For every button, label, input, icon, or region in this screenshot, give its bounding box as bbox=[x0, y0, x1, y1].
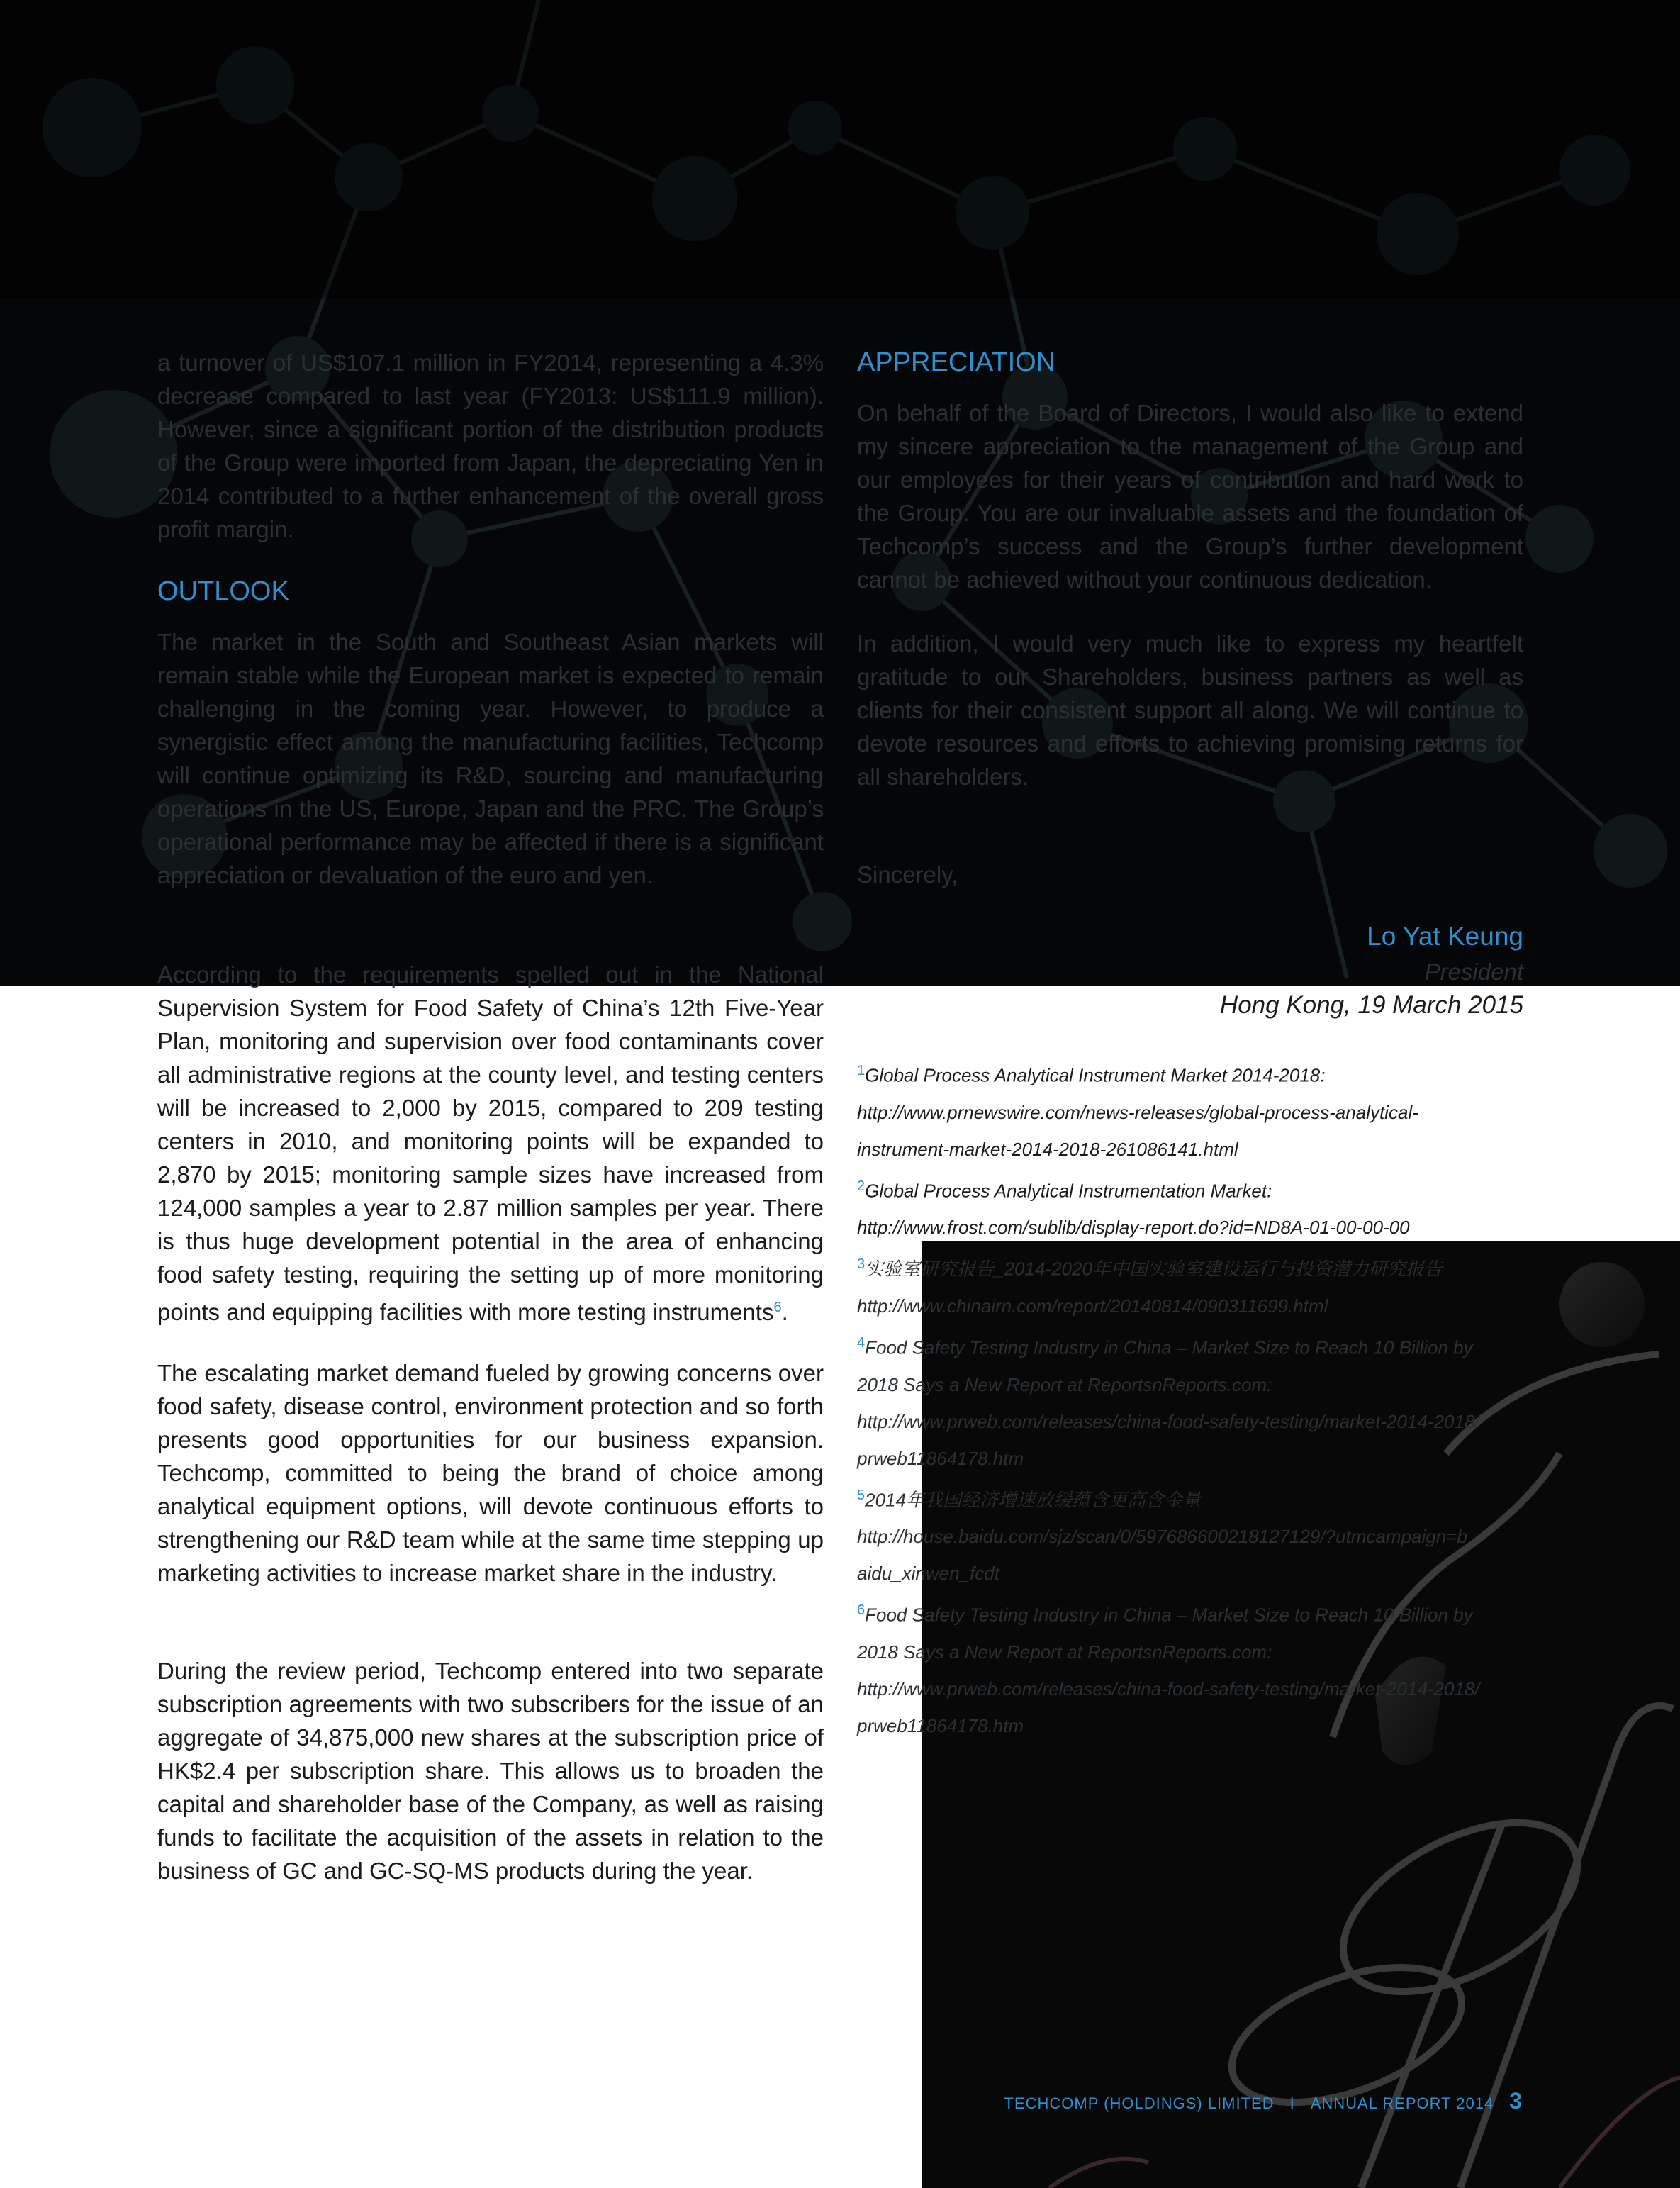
signature-block bbox=[857, 922, 1523, 1028]
footnote-1 bbox=[857, 1052, 1538, 1168]
place-date: Hong Kong, 19 March 2015 bbox=[1219, 991, 1523, 1019]
food-safety-paragraph-text: Supervision System for Food Safety of China’s 12th Five-Year Plan, monitoring and supervision over food contaminants cover all administrative regions at the county level, and testing centers will be increased to 2,000 by 2015, compared to 209 testing centers in 2010, and monitoring points will be expanded to 2,870 by 2015; monitoring sample sizes have increased from 124,000 samples a year to 2.87 million samples per year. There is thus huge development potential in the area of enhancing food safety testing, requiring the setting up of more monitoring points and equipping facilities with more testing instruments bbox=[157, 995, 824, 1325]
footnote-url: http://www.prweb.com/releases/china-food-safety-testing/market-2014-2018/ bbox=[857, 1410, 1480, 1432]
subscription-paragraph: During the review period, Techcomp entered into two separate subscription agreements with two subscribers for the issue of an aggregate of 34,875,000 new shares at the subscription price of HK$2.4 per subscription share. This allows us to broaden the capital and shareholder base of the Company, as well as raising funds to facilitate the acquisition of the assets in relation to the business of GC and GC-SQ-MS products during the year. bbox=[157, 1658, 824, 1884]
footnote-text: Food Safety Testing Industry in China – Market Size to Reach 10 Billion by bbox=[865, 1604, 1473, 1626]
footnote-number: 1 bbox=[857, 1063, 866, 1078]
footnote-ref-6: 6 bbox=[773, 1300, 782, 1315]
outlook-heading: OUTLOOK bbox=[157, 576, 289, 606]
footnote-url: aidu_xinwen_fcdt bbox=[857, 1563, 999, 1585]
food-safety-paragraph-end: . bbox=[781, 1299, 788, 1325]
footnote-url: instrument-market-2014-2018-261086141.html bbox=[857, 1138, 1238, 1160]
footnote-url: http://www.chinairn.com/report/20140814/090311699.html bbox=[857, 1295, 1328, 1317]
footer-separator: I bbox=[1289, 2094, 1295, 2112]
signer-title: President bbox=[1424, 959, 1523, 985]
page-footer bbox=[1004, 2088, 1523, 2114]
gratitude-paragraph: In addition, I would very much like to express my heartfelt gratitude to our Shareholders, business partners as well as clients for their consistent support all along. We will continue to devote resources and efforts to achieving promising returns for all shareholders. bbox=[857, 630, 1523, 790]
turnover-paragraph: a turnover of US$107.1 million in FY2014, representing a 4.3% decrease compared to last year (FY2013: US$111.9 million). However, since a significant portion of the distribution products of the Group were imported from Japan, the depreciating Yen in 2014 contributed to a further enhancement of the overall gross profit margin. bbox=[157, 350, 824, 542]
footnote-number: 4 bbox=[857, 1334, 866, 1351]
footnotes bbox=[857, 1052, 1538, 1744]
outlook-paragraph: The market in the South and Southeast Asian markets will remain stable while the European market is expected to remain challenging in the coming year. However, to produce a synergistic effect among the manufacturing facilities, Techcomp will continue optimizing its R&D, sourcing and manufacturing operations in the US, Europe, Japan and the PRC. The Group’s operational performance may be affected if there is a significant appreciation or devaluation of the euro and yen. bbox=[157, 629, 824, 888]
footnote-3 bbox=[857, 1246, 1538, 1324]
footnote-url: http://house.baidu.com/sjz/scan/0/597686600218127129/?utmcampaign=b bbox=[857, 1526, 1467, 1548]
appreciation-paragraph: On behalf of the Board of Directors, I would also like to extend my sincere appreciation to the management of the Group and our employees for their years of contribution and hard work to the Group. You are our invaluable assets and the foundation of Techcomp’s success and the Group’s further development cannot be achieved without your continuous dedication. bbox=[857, 400, 1523, 593]
footnote-url: http://www.prnewswire.com/news-releases/global-process-analytical- bbox=[857, 1101, 1418, 1123]
footnote-2 bbox=[857, 1168, 1538, 1246]
footnote-text: 2014年我国经济增速放缓蕴含更高含金量 bbox=[865, 1489, 1201, 1511]
footnote-url: prweb11864178.htm bbox=[857, 1447, 1024, 1469]
footnote-5 bbox=[857, 1477, 1538, 1592]
footnote-text: 2018 Says a New Report at ReportsnReports.com: bbox=[857, 1373, 1272, 1395]
footnote-text: 实验室研究报告_2014-2020年中国实验室建设运行与投资潜力研究报告 bbox=[865, 1258, 1443, 1280]
food-safety-paragraph-start bbox=[157, 958, 824, 991]
footnote-number: 6 bbox=[857, 1602, 866, 1619]
footnote-url: prweb11864178.htm bbox=[857, 1714, 1024, 1736]
footnote-url: http://www.prweb.com/releases/china-food-safety-testing/market-2014-2018/ bbox=[857, 1678, 1480, 1699]
sincerely-text: Sincerely, bbox=[857, 861, 958, 888]
appreciation-heading: APPRECIATION bbox=[857, 347, 1056, 377]
footer-company: TECHCOMP (HOLDINGS) LIMITED bbox=[1004, 2094, 1275, 2112]
footnote-6 bbox=[857, 1592, 1538, 1744]
footnote-text: Global Process Analytical Instrument Market 2014-2018: bbox=[865, 1064, 1326, 1086]
page-number: 3 bbox=[1509, 2088, 1523, 2114]
food-safety-paragraph-first-line: According to the requirements spelled out in the National bbox=[157, 961, 824, 988]
footer-report: ANNUAL REPORT 2014 bbox=[1310, 2094, 1494, 2112]
footnote-4 bbox=[857, 1324, 1538, 1477]
food-safety-paragraph bbox=[157, 991, 824, 1329]
market-demand-paragraph: The escalating market demand fueled by growing concerns over food safety, disease control, environment protection and so forth presents good opportunities for our business expansion. Techcomp, committed to being the brand of choice among analytical equipment options, will devote continuous efforts to strengthening our R&D team while at the same time stepping up marketing activities to increase market share in the industry. bbox=[157, 1360, 824, 1586]
footnote-number: 5 bbox=[857, 1487, 866, 1503]
footnote-url: http://www.frost.com/sublib/display-report.do?id=ND8A-01-00-00-00 bbox=[857, 1217, 1410, 1239]
footnote-text: Global Process Analytical Instrumentation Market: bbox=[865, 1180, 1272, 1202]
footnote-number: 3 bbox=[857, 1256, 866, 1273]
footnote-text: Food Safety Testing Industry in China – Market Size to Reach 10 Billion by bbox=[865, 1336, 1473, 1358]
footnote-number: 2 bbox=[857, 1178, 866, 1194]
footnote-text: 2018 Says a New Report at ReportsnReports.com: bbox=[857, 1641, 1272, 1663]
signer-name: Lo Yat Keung bbox=[1367, 922, 1523, 951]
